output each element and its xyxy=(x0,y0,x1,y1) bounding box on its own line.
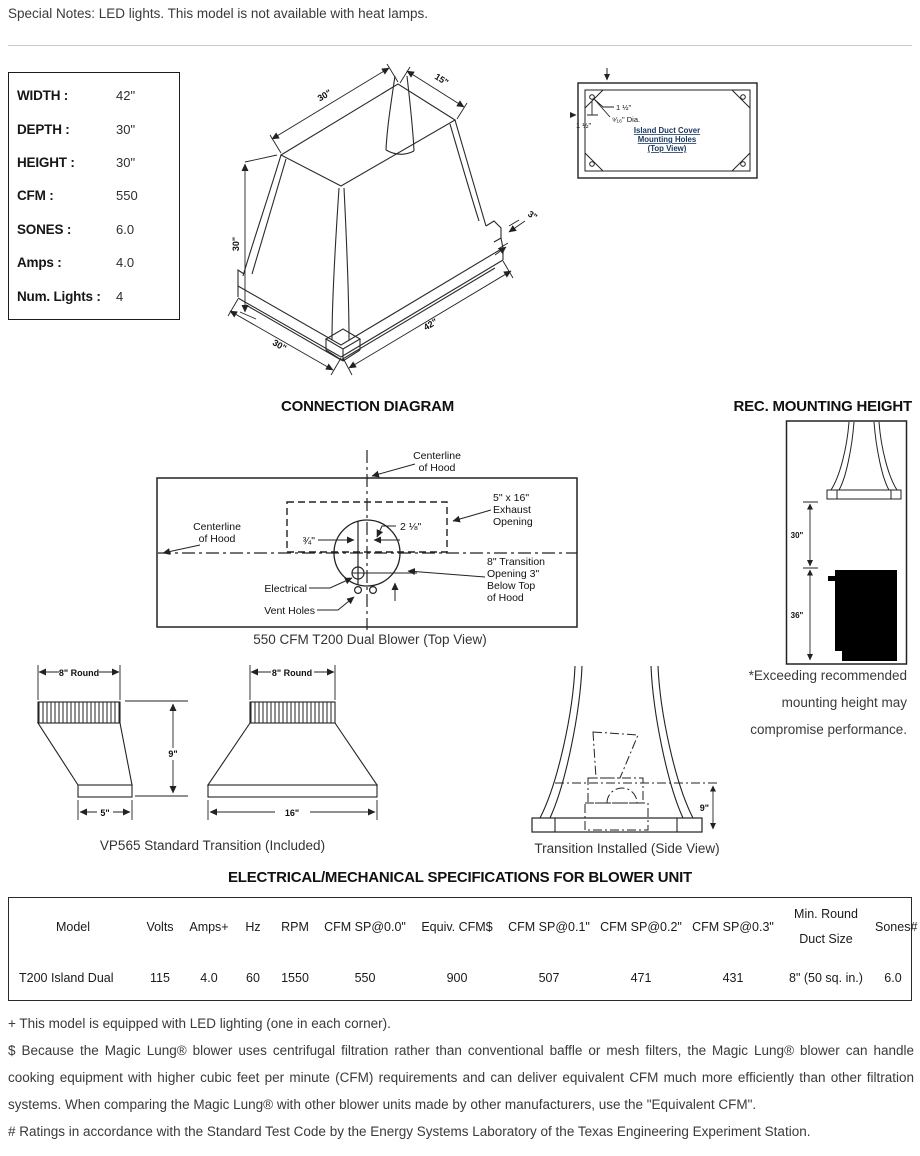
spec-row-amps xyxy=(17,255,179,270)
footnote-ratings: # Ratings in accordance with the Standard Test Code by the Energy Systems Laboratory of the Texas Engineering Experiment Station. xyxy=(8,1124,811,1139)
vp565-outline-group xyxy=(38,665,377,820)
spec-label: Num. Lights : xyxy=(17,288,101,304)
spec-row-lights xyxy=(17,289,179,304)
vp565-transition-diagram xyxy=(25,660,400,830)
spec-value: 42" xyxy=(116,88,136,104)
cell-cfm-sp01: 507 xyxy=(538,971,560,985)
iso-dim-height-label: 30" xyxy=(231,236,241,252)
cell-sones: 6.0 xyxy=(884,971,902,985)
hidden-transition-group xyxy=(555,732,717,830)
hood-outline-group xyxy=(238,76,503,361)
footnotes xyxy=(8,1010,914,1145)
spec-label: SONES : xyxy=(17,221,72,237)
col-header-model: Model xyxy=(55,919,91,934)
transition-installed-diagram xyxy=(520,658,732,838)
vp-dim-large-label: 16" xyxy=(284,808,300,818)
duct-cover-caption-line1: Island Duct Cover xyxy=(633,126,701,135)
col-header-volts: Volts xyxy=(146,919,174,934)
cell-model: T200 Island Dual xyxy=(19,971,114,985)
cell-rpm: 1550 xyxy=(281,971,309,985)
connection-diagram-title: CONNECTION DIAGRAM xyxy=(280,398,455,415)
centerline-left-label-2: of Hood xyxy=(198,533,236,545)
col-header-cfm-sp00: CFM SP@0.0" xyxy=(324,919,406,934)
spec-value: 4 xyxy=(116,288,124,304)
cell-duct-size: 8" (50 sq. in.) xyxy=(789,971,863,985)
spec-value: 4.0 xyxy=(116,255,135,271)
dim-two-eighth-label: 2 ⅛" xyxy=(400,521,422,533)
centerline-left-label-1: Centerline xyxy=(193,521,241,533)
iso-dim-top-width-label: 15" xyxy=(432,71,451,88)
cell-cfm-sp02: 471 xyxy=(630,971,652,985)
iso-dim-trim-label: 3" xyxy=(526,208,540,223)
duct-cover-dim-top-label: 1 ½" xyxy=(616,103,632,112)
mounting-note-line3: compromise performance. xyxy=(750,722,907,737)
spec-value: 6.0 xyxy=(116,221,135,237)
spec-row-cfm xyxy=(17,188,179,203)
exhaust-label-2: Exhaust xyxy=(493,504,531,516)
transition-installed-caption: Transition Installed (Side View) xyxy=(534,841,720,856)
exhaust-label-1: 5" x 16" xyxy=(493,492,530,504)
spec-table-title: ELECTRICAL/MECHANICAL SPECIFICATIONS FOR BLOWER UNIT xyxy=(227,869,693,886)
col-header-amps: Amps+ xyxy=(189,919,229,934)
vp565-caption: VP565 Standard Transition (Included) xyxy=(99,838,326,853)
spec-label: WIDTH : xyxy=(17,88,69,104)
vent-holes-label: Vent Holes xyxy=(264,605,315,617)
ti-dim-height-label: 9" xyxy=(699,803,709,813)
duct-cover-caption-line3: (Top View) xyxy=(647,144,687,153)
duct-cover-caption-line2: Mounting Holes xyxy=(637,135,697,144)
col-header-cfm-sp02: CFM SP@0.2" xyxy=(600,919,682,934)
spec-table xyxy=(8,897,918,1001)
divider xyxy=(8,45,912,46)
spec-value: 30" xyxy=(116,155,136,171)
mounting-height-title: REC. MOUNTING HEIGHT xyxy=(733,398,912,415)
footnote-equiv-cfm: $ Because the Magic Lung® blower uses centrifugal filtration rather than conventional baffle or mesh filters, the Magic Lung® blower can handle cooking equipment with higher cubic feet per minute (CFM) requirements and can deliver equivalent CFM much more efficiently than other filtration systems. When comparing the Magic Lung® with other blower units made by other manufacturers, use the "Equivalent CFM". xyxy=(8,1043,914,1112)
spec-table-data-row xyxy=(9,956,913,1000)
transition-label-3: Below Top xyxy=(487,580,536,592)
duct-cover-dim-dia-label: ⁹⁄₁₆" Dia. xyxy=(612,115,641,124)
duct-cover-outline-group xyxy=(571,68,757,178)
cell-volts: 115 xyxy=(150,971,170,985)
mounting-note-line1: *Exceeding recommended xyxy=(748,668,907,683)
footnote-lights: + This model is equipped with LED lighting (one in each corner). xyxy=(8,1016,391,1031)
electrical-label: Electrical xyxy=(264,583,307,595)
isometric-hood-drawing xyxy=(198,58,566,376)
range-silhouette xyxy=(835,570,897,661)
iso-dim-top-depth-label: 30" xyxy=(315,87,334,104)
cell-cfm-sp00: 550 xyxy=(354,971,376,985)
spec-label: DEPTH : xyxy=(17,121,70,137)
range-handle xyxy=(828,576,837,581)
col-header-cfm-sp03: CFM SP@0.3" xyxy=(692,919,774,934)
vp-dim-height-label: 9" xyxy=(168,749,178,759)
centerline-top-label-2: of Hood xyxy=(418,462,456,474)
cell-amps: 4.0 xyxy=(200,971,218,985)
connection-diagram xyxy=(150,440,620,630)
cell-hz: 60 xyxy=(246,971,260,985)
spec-row-width xyxy=(17,88,179,103)
spec-row-sones xyxy=(17,222,179,237)
mounting-note-line2: mounting height may xyxy=(781,695,907,710)
special-notes: Special Notes: LED lights. This model is not available with heat lamps. xyxy=(8,6,428,21)
vp-dim-small-label: 5" xyxy=(100,808,110,818)
transition-label-2: Opening 3" xyxy=(487,568,540,580)
transition-label-1: 8" Transition xyxy=(487,556,546,568)
spec-value: 550 xyxy=(116,188,138,204)
col-header-hz: Hz xyxy=(245,919,261,934)
island-duct-cover-diagram xyxy=(570,65,770,190)
spec-table-header-row xyxy=(9,898,913,956)
dim-three-quarter-label: ¾" xyxy=(302,535,315,547)
iso-dim-bottom-width-label: 42" xyxy=(421,316,440,333)
exhaust-label-3: Opening xyxy=(493,516,533,528)
spec-value: 30" xyxy=(116,121,136,137)
cell-cfm-sp03: 431 xyxy=(722,971,744,985)
transition-outline-group xyxy=(532,666,717,832)
col-header-cfm-sp01: CFM SP@0.1" xyxy=(508,919,590,934)
vp-dim-round-right-label: 8" Round xyxy=(271,668,313,678)
cell-equiv-cfm: 900 xyxy=(446,971,468,985)
iso-dim-bottom-depth-label: 30" xyxy=(270,337,289,354)
centerline-top-label-1: Centerline xyxy=(413,450,461,462)
mounting-height-diagram xyxy=(785,418,910,668)
spec-label: HEIGHT : xyxy=(17,155,75,171)
col-header-rpm: RPM xyxy=(281,919,309,934)
connection-caption: 550 CFM T200 Dual Blower (Top View) xyxy=(253,632,487,647)
spec-row-depth xyxy=(17,122,179,137)
mount-dim-upper-label: 30" xyxy=(790,531,804,540)
col-header-equiv-cfm: Equiv. CFM$ xyxy=(421,919,493,934)
spec-row-height xyxy=(17,155,179,170)
spec-label: CFM : xyxy=(17,188,54,204)
mount-dim-lower-label: 36" xyxy=(790,611,804,620)
duct-cover-dim-left-label: 1 ½" xyxy=(576,121,592,130)
iso-dimension-group xyxy=(228,64,525,375)
vp-dim-round-left-label: 8" Round xyxy=(58,668,100,678)
transition-label-4: of Hood xyxy=(487,592,524,604)
specs-box xyxy=(8,72,180,320)
col-header-sones: Sones# xyxy=(875,919,918,934)
col-header-duct-size: Min. Round Duct Size xyxy=(794,907,858,946)
spec-label: Amps : xyxy=(17,255,62,271)
